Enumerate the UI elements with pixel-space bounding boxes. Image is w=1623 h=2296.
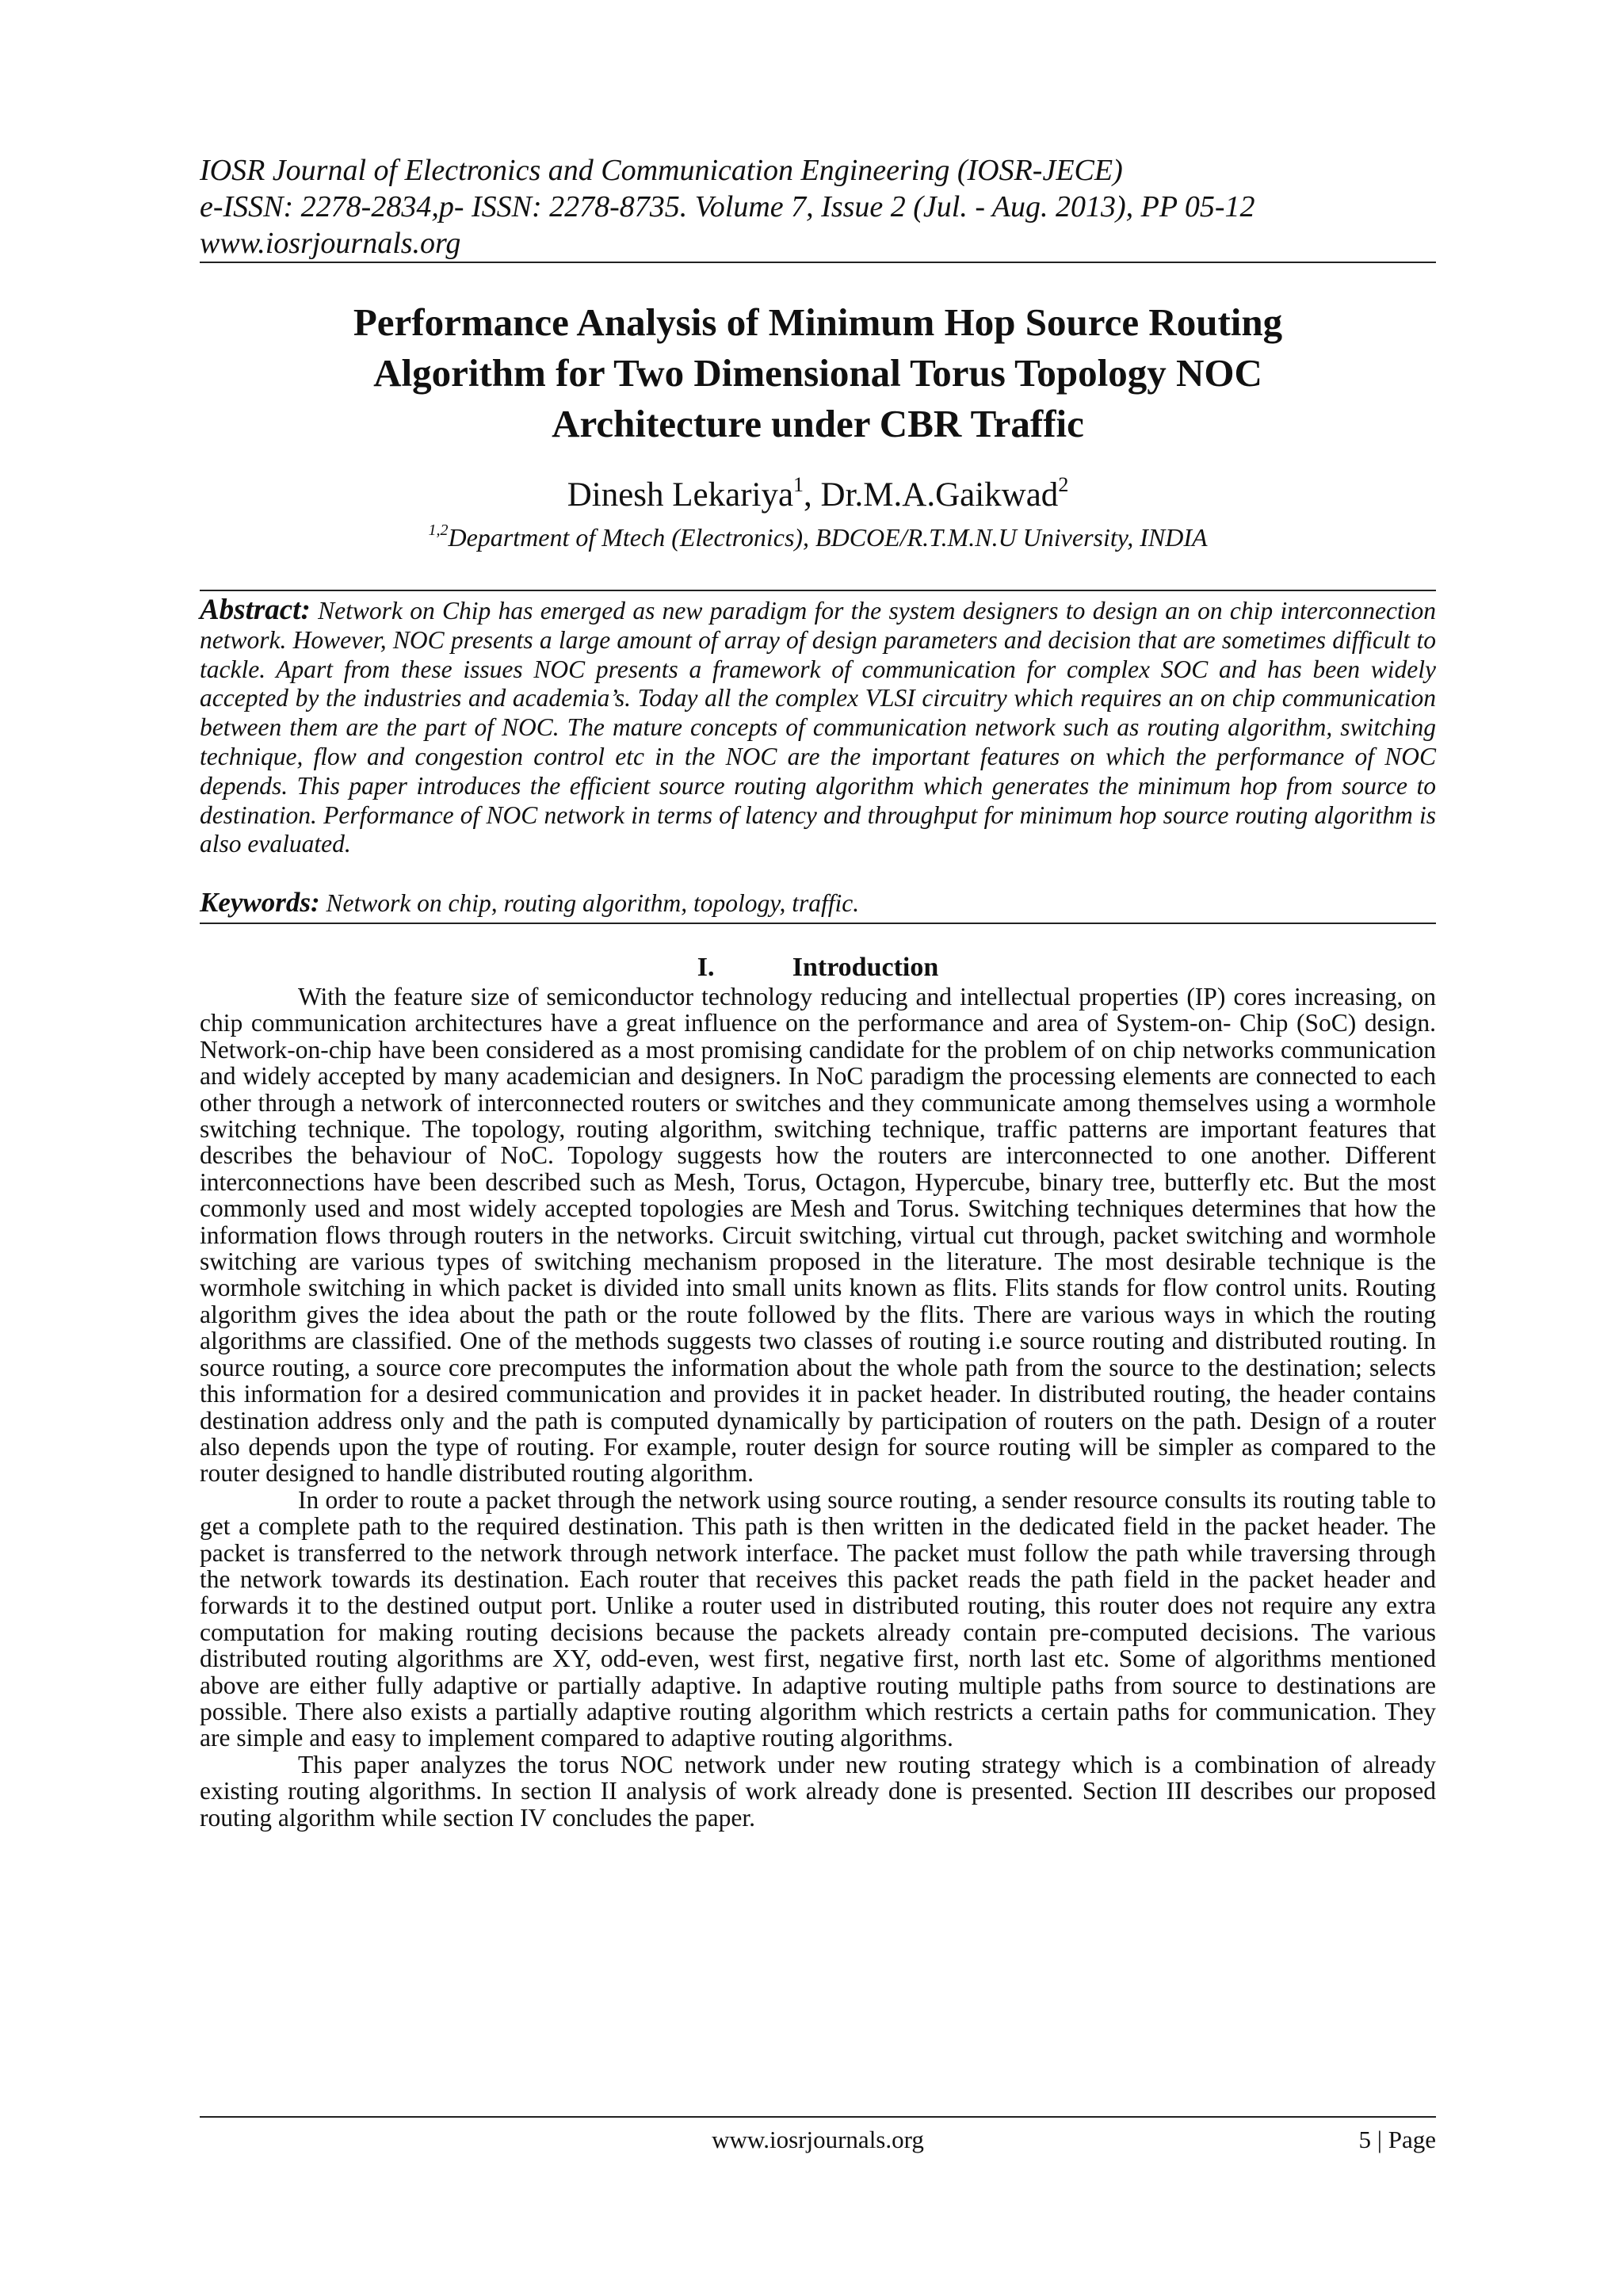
author-1-affiliation-mark: 1 bbox=[793, 473, 804, 496]
author-list bbox=[200, 474, 1436, 517]
abstract-top-divider bbox=[200, 590, 1436, 591]
body-paragraph: This paper analyzes the torus NOC network under new routing strategy which is a combination of already existing routing algorithms. In section II analysis of work already done is presented. Section III describes our proposed routing algorithm while section IV concludes the paper. bbox=[200, 1750, 1436, 1832]
footer-url: www.iosrjournals.org bbox=[712, 2126, 924, 2153]
journal-url: www.iosrjournals.org bbox=[200, 227, 461, 260]
journal-header bbox=[200, 152, 1436, 262]
footer-divider bbox=[200, 2116, 1436, 2118]
author-separator: , bbox=[804, 476, 821, 514]
abstract-bottom-divider bbox=[200, 923, 1436, 924]
page-number: 5 | Page bbox=[1358, 2126, 1436, 2153]
abstract-label: Abstract: bbox=[200, 594, 311, 626]
body-paragraph: In order to route a packet through the network using source routing, a sender resource consults its routing table to get a complete path to the required destination. This path is then written in the dedicated field in the packet header. The packet is transferred to the network through network interface. The packet must follow the path while traversing through the network towards its destination. Each router that receives this packet reads the path field in the packet header and forwards it to the destined output port. Unlike a router used in distributed routing, this router does not require any extra computation for making routing decisions because the packets already contain pre-computed decisions. The various distributed routing algorithms are XY, odd-even, west first, negative first, north last etc. Some of algorithms mentioned above are either fully adaptive or partially adaptive. In adaptive routing multiple paths from source to destinations are possible. There also exists a partially adaptive routing algorithm which restricts a certain paths for communication. They are simple and easy to implement compared to adaptive routing algorithms. bbox=[200, 1485, 1436, 1752]
affiliation-text: Department of Mtech (Electronics), BDCOE/R.T.M.N.U University, INDIA bbox=[448, 523, 1208, 552]
abstract bbox=[200, 596, 1436, 859]
paper-title bbox=[200, 297, 1436, 449]
author-2-affiliation-mark: 2 bbox=[1058, 473, 1069, 496]
keywords-text: Network on chip, routing algorithm, topology, traffic. bbox=[326, 889, 860, 917]
author-2: Dr.M.A.Gaikwad bbox=[820, 476, 1059, 514]
header-divider bbox=[200, 262, 1436, 263]
journal-issn: e-ISSN: 2278-2834,p- ISSN: 2278-8735. Volume 7, Issue 2 (Jul. - Aug. 2013), PP 05-12 bbox=[200, 190, 1255, 223]
keywords-label: Keywords: bbox=[200, 887, 320, 918]
author-1: Dinesh Lekariya bbox=[567, 476, 794, 514]
affiliation-mark: 1,2 bbox=[428, 521, 449, 539]
title-line-2: Algorithm for Two Dimensional Torus Topology NOC bbox=[373, 351, 1262, 395]
affiliation bbox=[200, 521, 1436, 553]
body-paragraph: With the feature size of semiconductor technology reducing and intellectual properties (IP) cores increasing, on chip communication architectures have a great influence on the performance and area of System-on- Chip (SoC) design. Network-on-chip have been considered as a most promising candidate for the problem of on chip networks communication and widely accepted by many academician and designers. In NoC paradigm the processing elements are connected to each other through a network of interconnected routers or switches and they communicate among themselves using a wormhole switching technique. The topology, routing algorithm, switching technique, traffic patterns are important features that describes the behaviour of NoC. Topology suggests how the routers are interconnected to one another. Different interconnections have been described such as Mesh, Torus, Octagon, Hypercube, binary tree, butterfly etc. But the most commonly used and most widely accepted topologies are Mesh and Torus. Switching techniques determines that how the information flows through routers in the networks. Circuit switching, virtual cut through, packet switching and wormhole switching are various types of switching mechanism proposed in the literature. The most desirable technique is the wormhole switching in which packet is divided into small units known as flits. Flits stands for flow control units. Routing algorithm gives the idea about the path or the route followed by the flits. There are various ways in which the routing algorithms are classified. One of the methods suggests two classes of routing i.e source routing and distributed routing. In source routing, a source core precomputes the information about the whole path from the source to the destination; selects this information for a desired communication and provides it in packet header. In distributed routing, the header contains destination address only and the path is computed dynamically by participation of routers on the path. Design of a router also depends upon the type of routing. For example, router design for source routing will be simpler as compared to the router designed to handle distributed routing algorithm. bbox=[200, 983, 1436, 1488]
section-title: Introduction bbox=[792, 953, 939, 982]
title-line-1: Performance Analysis of Minimum Hop Source Routing bbox=[353, 300, 1283, 344]
section-number: I. bbox=[697, 953, 715, 982]
section-body bbox=[200, 984, 1436, 1831]
section-heading bbox=[200, 952, 1436, 984]
abstract-text: Network on Chip has emerged as new paradigm for the system designers to design an on chip interconnection network. However, NOC presents a large amount of array of design parameters and decision that are sometimes difficult to tackle. Apart from these issues NOC presents a framework of communication for complex SOC and has been widely accepted by the industries and academia’s. Today all the complex VLSI circuitry which requires an on chip communication between them are the part of NOC. The mature concepts of communication network such as routing algorithm, switching technique, flow and congestion control etc in the NOC are the important features on which the performance of NOC depends. This paper introduces the efficient source routing algorithm which generates the minimum hop from source to destination. Performance of NOC network in terms of latency and throughput for minimum hop source routing algorithm is also evaluated. bbox=[200, 597, 1437, 858]
title-line-3: Architecture under CBR Traffic bbox=[552, 402, 1084, 445]
keywords bbox=[200, 888, 1436, 918]
journal-name: IOSR Journal of Electronics and Communication Engineering (IOSR-JECE) bbox=[200, 154, 1123, 187]
